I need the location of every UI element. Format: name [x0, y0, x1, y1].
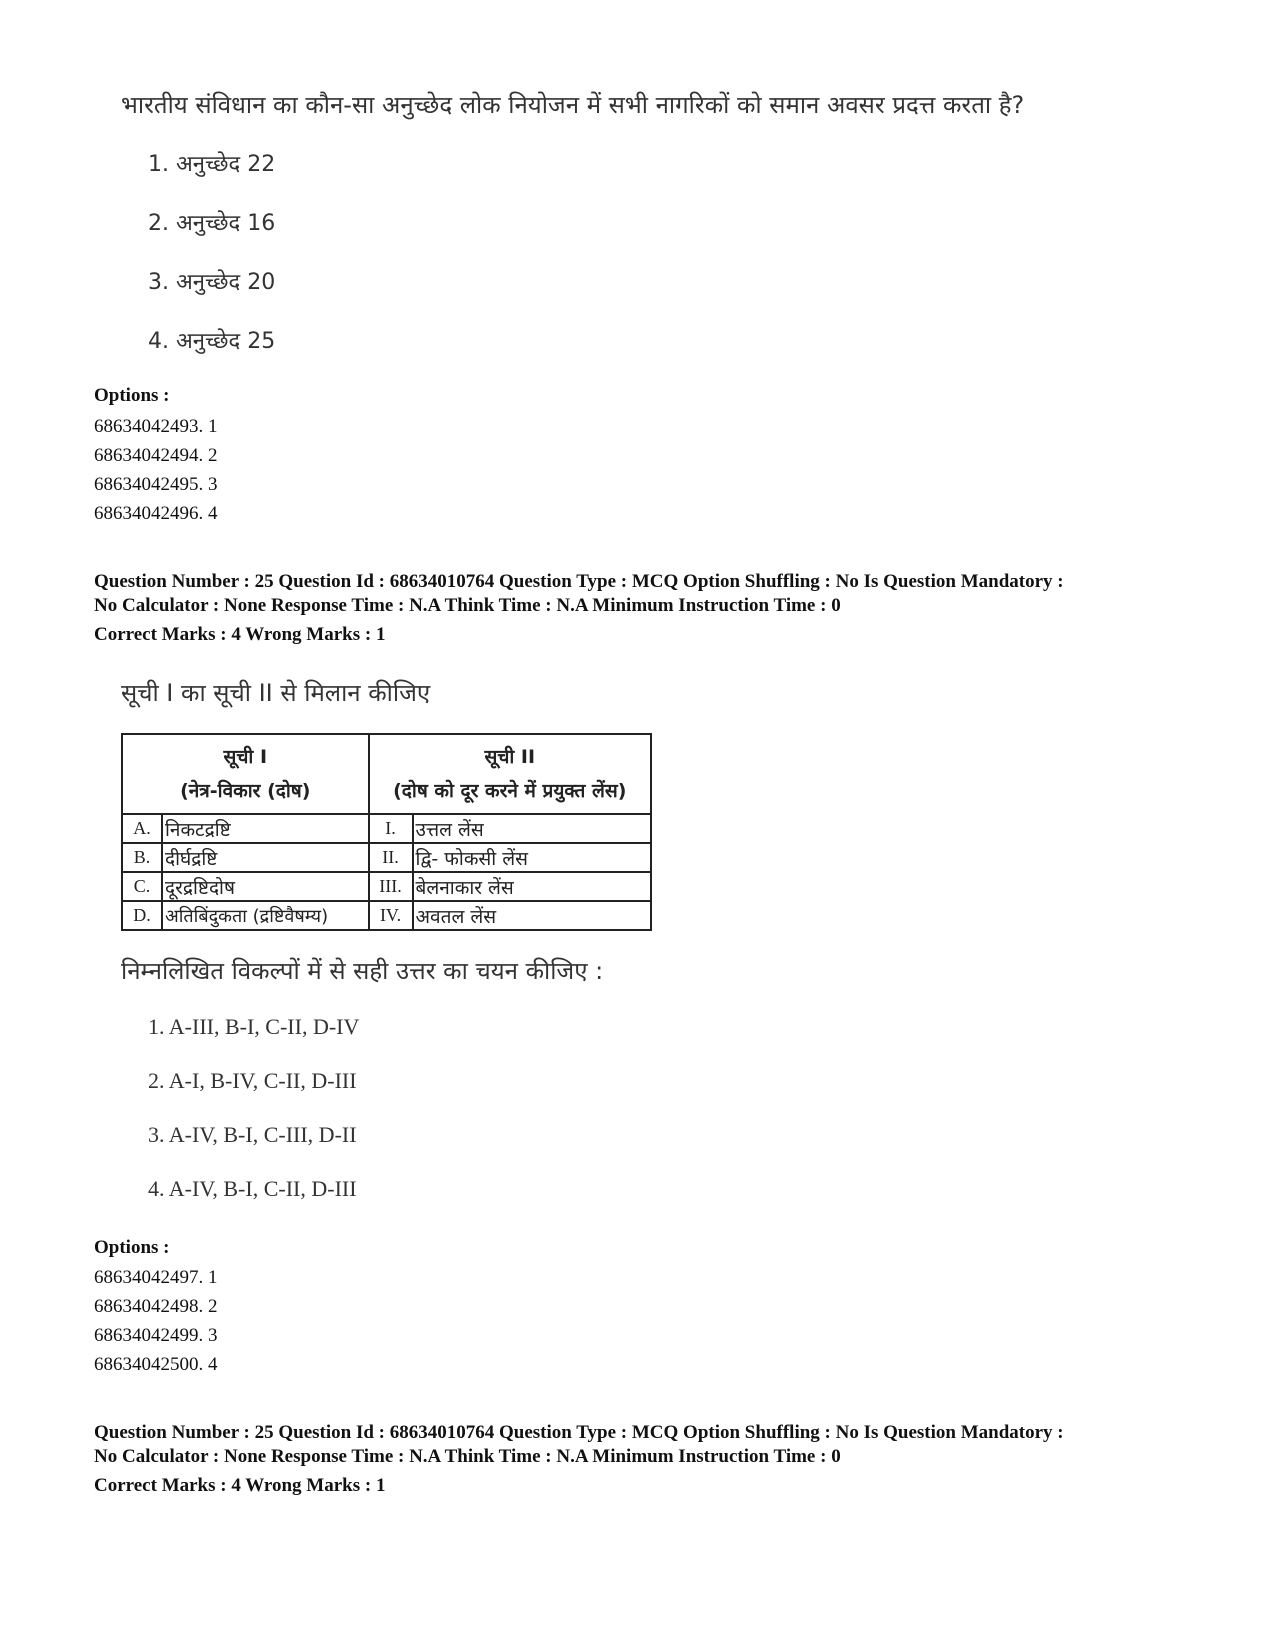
table-row: [122, 901, 651, 930]
meta-line-2: No Calculator : None Response Time : N.A Think Time : N.A Minimum Instruction Time : 0: [94, 595, 841, 616]
row-key: D.: [122, 901, 162, 930]
choice-2: 2. A-I, B-IV, C-II, D-III: [148, 1068, 357, 1093]
row-value: अवतल लेंस: [413, 901, 651, 930]
meta-marks: Correct Marks : 4 Wrong Marks : 1: [94, 1475, 386, 1496]
table-row: [122, 872, 651, 901]
row-key: B.: [122, 843, 162, 872]
row-value: उत्तल लेंस: [413, 814, 651, 843]
list-1-title: सूची I: [223, 746, 268, 768]
question-text: भारतीय संविधान का कौन-सा अनुच्छेद लोक नियोजन में सभी नागरिकों को समान अवसर प्रदत्त करता है?: [121, 91, 1025, 119]
table-header-list-2: [369, 734, 651, 814]
choice-4: 4. अनुच्छेद 25: [148, 329, 276, 354]
option-item: 68634042495. 3: [94, 474, 218, 495]
list-1-subtitle: (नेत्र-विकार (दोष): [180, 780, 311, 802]
option-item: 68634042496. 4: [94, 503, 218, 524]
match-table: [121, 733, 652, 931]
choice-3: 3. अनुच्छेद 20: [148, 270, 276, 295]
question-instruction: निम्नलिखित विकल्पों में से सही उत्तर का चयन कीजिए :: [121, 957, 604, 985]
table-row: [122, 843, 651, 872]
row-value: द्वि- फोकसी लेंस: [413, 843, 651, 872]
meta-line-1: Question Number : 25 Question Id : 68634010764 Question Type : MCQ Option Shuffling : No Is Question Mandatory :: [94, 1422, 1064, 1443]
table-row: [122, 814, 651, 843]
choice-2: 2. अनुच्छेद 16: [148, 211, 276, 236]
row-value: अतिबिंदुकता (द्रष्टिवैषम्य): [162, 901, 369, 930]
choice-1: 1. A-III, B-I, C-II, D-IV: [148, 1014, 360, 1039]
option-item: 68634042499. 3: [94, 1325, 218, 1346]
row-key: A.: [122, 814, 162, 843]
choice-1: 1. अनुच्छेद 22: [148, 152, 276, 177]
question-meta: [94, 1421, 1064, 1498]
list-2-title: सूची II: [484, 746, 536, 768]
option-item: 68634042497. 1: [94, 1267, 218, 1288]
option-item: 68634042493. 1: [94, 416, 218, 437]
option-item: 68634042498. 2: [94, 1296, 218, 1317]
table-header-list-1: [122, 734, 369, 814]
row-value: बेलनाकार लेंस: [413, 872, 651, 901]
row-key: III.: [369, 872, 413, 901]
row-key: C.: [122, 872, 162, 901]
list-2-subtitle: (दोष को दूर करने में प्रयुक्त लेंस): [393, 780, 627, 802]
options-label: Options :: [94, 385, 170, 406]
choice-4: 4. A-IV, B-I, C-II, D-III: [148, 1176, 357, 1201]
options-list: [94, 1263, 218, 1379]
options-label: Options :: [94, 1237, 170, 1258]
option-item: 68634042494. 2: [94, 445, 218, 466]
row-key: I.: [369, 814, 413, 843]
row-value: निकटद्रष्टि: [162, 814, 369, 843]
row-value: दूरद्रष्टिदोष: [162, 872, 369, 901]
question-meta: [94, 570, 1064, 647]
meta-marks: Correct Marks : 4 Wrong Marks : 1: [94, 624, 386, 645]
option-item: 68634042500. 4: [94, 1354, 218, 1375]
meta-line-2: No Calculator : None Response Time : N.A Think Time : N.A Minimum Instruction Time : 0: [94, 1446, 841, 1467]
row-key: II.: [369, 843, 413, 872]
choice-3: 3. A-IV, B-I, C-III, D-II: [148, 1122, 357, 1147]
meta-line-1: Question Number : 25 Question Id : 68634010764 Question Type : MCQ Option Shuffling : No Is Question Mandatory :: [94, 571, 1064, 592]
question-intro: सूची I का सूची II से मिलान कीजिए: [121, 679, 431, 707]
options-list: [94, 412, 218, 528]
row-key: IV.: [369, 901, 413, 930]
row-value: दीर्घद्रष्टि: [162, 843, 369, 872]
